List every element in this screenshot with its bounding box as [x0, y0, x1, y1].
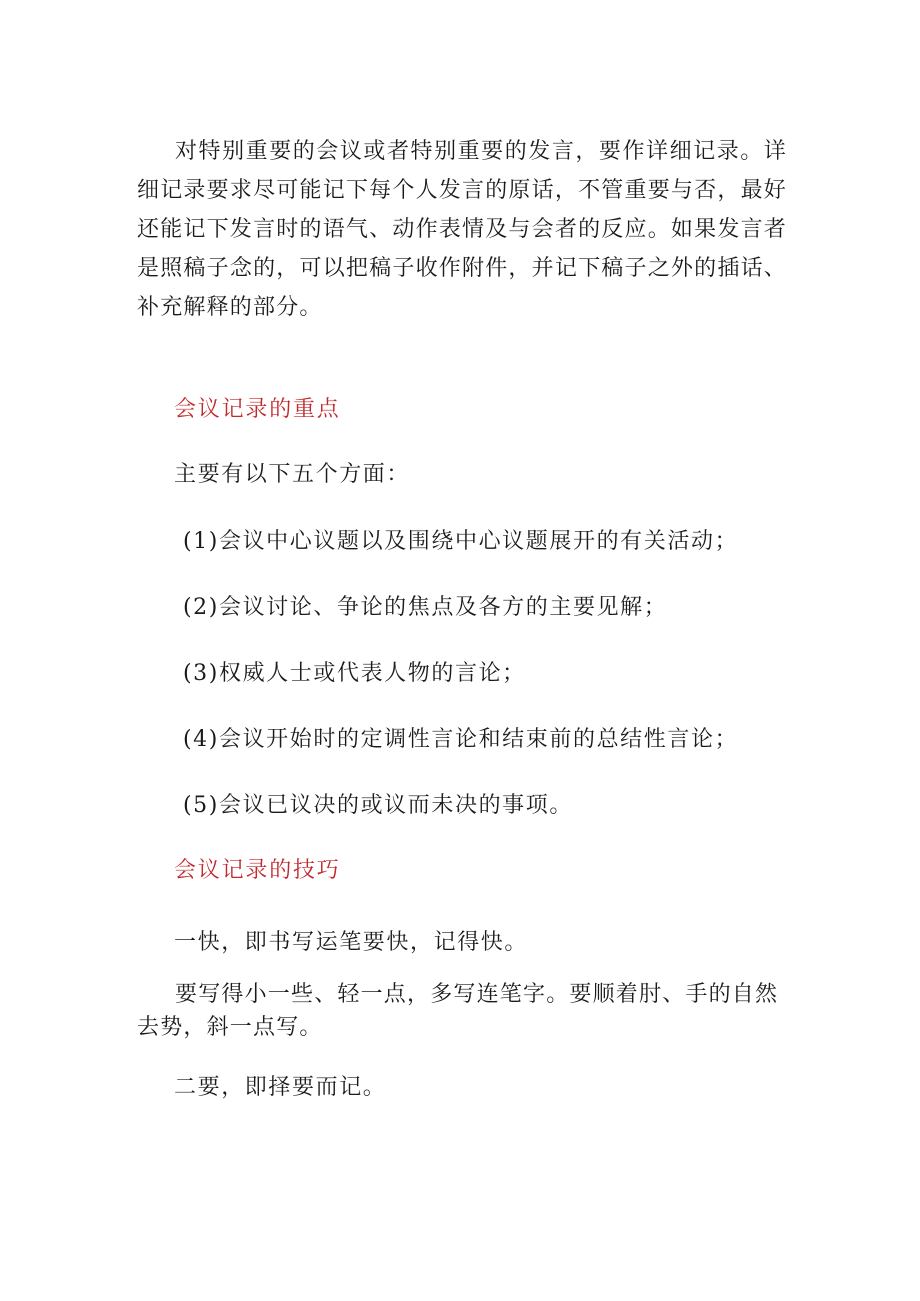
- section-heading-key-points: 会议记录的重点: [174, 397, 341, 422]
- key-points-lead: 主要有以下五个方面：: [174, 462, 411, 487]
- technique-point-1-detail: 要写得小一些、轻一点，多写连笔字。要顺着肘、手的自然去势，斜一点写。: [137, 982, 779, 1040]
- technique-point-1: 一快，即书写运笔要快，记得快。: [174, 930, 529, 955]
- key-point-item: (5)会议已议决的或议而未决的事项。: [183, 793, 573, 818]
- key-point-item: (2)会议讨论、争论的焦点及各方的主要见解；: [183, 595, 668, 620]
- key-point-item: (3)权威人士或代表人物的言论；: [183, 661, 526, 686]
- key-point-item: (1)会议中心议题以及围绕中心议题展开的有关活动；: [183, 529, 739, 554]
- section-heading-techniques: 会议记录的技巧: [174, 858, 341, 883]
- key-point-item: (4)会议开始时的定调性言论和结束前的总结性言论；: [183, 727, 739, 752]
- technique-point-2: 二要，即择要而记。: [174, 1075, 387, 1100]
- intro-paragraph: 对特别重要的会议或者特别重要的发言，要作详细记录。详细记录要求尽可能记下每个人发言的原话，不管重要与否，最好还能记下发言时的语气、动作表情及与会者的反应。如果发言者是照稿子念的，可以把稿子收作附件，并记下稿子之外的插话、补充解释的部分。: [137, 139, 787, 320]
